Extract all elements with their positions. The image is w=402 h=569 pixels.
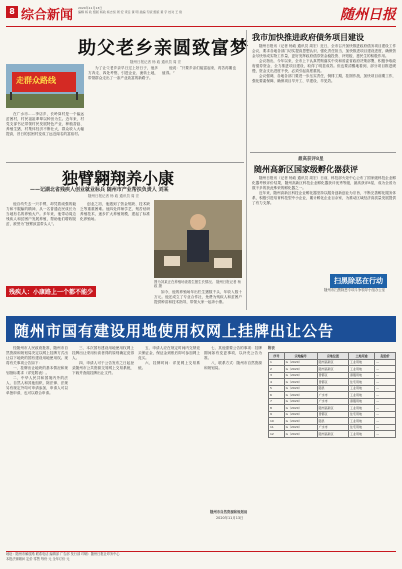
table-cell: 随县 <box>317 418 348 425</box>
right2-headline: 随州高新区国家级孵化器获评 <box>254 165 358 174</box>
table-cell: 4 <box>269 379 285 386</box>
table-cell: 工业用地 <box>348 418 374 425</box>
table-cell: 11 <box>269 424 285 431</box>
table-cell: 12 <box>269 431 285 438</box>
story-divider <box>6 162 244 163</box>
story1-body-col3: 他说：“只要乡亲们能富起来，再苦再累也值得。” <box>162 66 236 75</box>
table-cell: — <box>375 424 396 431</box>
story2-headline: 独臂翱翔养小康 <box>62 169 175 188</box>
table-cell: — <box>375 398 396 405</box>
table-cell: 5 <box>269 385 285 392</box>
table-cell: G（2020） <box>284 431 317 438</box>
table-cell: 广水市 <box>317 424 348 431</box>
table-cell: G（2020） <box>284 424 317 431</box>
table-cell: — <box>375 411 396 418</box>
table-cell: 广水市 <box>317 392 348 399</box>
table-cell: 6 <box>269 392 285 399</box>
story2-subhead: ——记湖北省残疾人创业就业标兵 随州市产业帮扶负责人 刘某 <box>30 187 169 193</box>
table-cell: 3 <box>269 372 285 379</box>
story1-headline: 助父老乡亲圆致富梦 <box>78 38 249 59</box>
table-cell: G（2020） <box>284 405 317 412</box>
right-divider <box>250 152 396 153</box>
story2-body-col1b <box>6 296 76 310</box>
land-parcel-table <box>268 352 396 438</box>
table-cell: — <box>375 385 396 392</box>
table-cell: 9 <box>269 411 285 418</box>
table-cell: — <box>375 405 396 412</box>
header-info: 2020年11月13日 编辑 杨 政 组版 杨政 杨志恒 周 宏 责任 黄 明 美编 专版 组版 黄 宇 校对 王 艳 <box>78 6 183 14</box>
table-cell: 随州高新区 <box>317 405 348 412</box>
story1-byline: 随州日报记者 杨 政 通讯员 周 宏 <box>130 60 182 64</box>
billboard-photo-icon <box>6 64 84 108</box>
table-cell: G（2020） <box>284 385 317 392</box>
page-number: 8 <box>6 6 18 18</box>
story1-photo <box>6 64 84 108</box>
table-cell: 随县 <box>317 385 348 392</box>
table-cell: 工业用地 <box>348 392 374 399</box>
footer: 地址：随州市解放路 联系电话 编辑部 广告部 发行部 印刷：随州日报社印务中心 本报法律顾问 定价 零售 每份 元 全年订价 元 <box>6 551 396 568</box>
table-cell: — <box>375 379 396 386</box>
notice-signature: 随州市自然资源和规划局 <box>210 510 248 514</box>
right1-body: 随州日报讯（记者 杨政 通讯员 周宏）近日，全市召开加快推进政府债务项目建设工作会议，要求各地各部门切实提高思想认识，强化责任担当，加快推进项目建设进度，确保资金尽快形成实物工作量，更好发挥政府债券资金稳投资、补短板、惠民生的积极作用。 会议指出，今年以来，全市上下认真贯彻落实中央和省委省政府决策部署，积极争取政府债券资金，全力推进项目建设，取得了明显成效。但也要清醒地看到，部分项目推进缓慢，资金支出进度不快，必须引起高度重视。 会议强调，各地各部门要进一步压实责任，倒排工期，挂图作战，加快项目前期工作，强化要素保障，确保项目早开工、早建设、早见效。 <box>252 44 396 83</box>
column-divider <box>246 30 247 310</box>
table-header-cell: 宗地编号 <box>284 353 317 360</box>
table-cell: 8 <box>269 405 285 412</box>
notice-col1: 经随州市人民政府批准，随州市自然资源和规划局决定以网上挂牌方式出让以下地块的国有建设用地使用权。现将有关事项公告如下： 一、挂牌出让地块的基本情况和规划指标要求（详见附表）。 二、中华人民共和国境内外的法人、自然人和其他组织，除法律、法规另有规定外均可申请参加，申请人可以单独申请，也可以联合申请。 <box>6 346 68 395</box>
header-rule <box>6 26 396 27</box>
story1-body-col2: 为了让父老乡亲早日过上好日子，他多方奔走、四处考察，引进企业、流转土地，带领群众走出了一条产业致富的新路子。 <box>88 66 158 80</box>
land-notice-banner: 随州市国有建设用地使用权网上挂牌出让公告 <box>6 316 396 342</box>
table-cell: G（2020） <box>284 411 317 418</box>
story2-body-col1: 他自幼失去一只手臂，却凭着顽强的毅力和不服输的精神，从一名普通农民成长为当地有名的养殖大户。多年来，他带动周边残疾人和贫困户发展养殖，帮助他们增收脱贫，被誉为“独臂致富带头人”。 <box>6 202 76 226</box>
table-cell: 工业用地 <box>348 431 374 438</box>
table-cell: 广水市 <box>317 398 348 405</box>
table-cell: — <box>375 392 396 399</box>
notice-col4: 七、其他需要公告的事项：挂牌期间如有变更事项，以补充公告为准。 八、联系方式：随州市自然资源和规划局。 <box>204 346 262 370</box>
anticrime-tag: 扫黑除恶在行动 <box>330 274 387 288</box>
table-cell: 10 <box>269 418 285 425</box>
table-cell: G（2020） <box>284 372 317 379</box>
table-header-cell: 宗地位置 <box>317 353 348 360</box>
table-cell: G（2020） <box>284 379 317 386</box>
story2-byline: 随州日报记者 杨 政 通讯员 周 宏 <box>88 194 140 198</box>
table-cell: 住宅用地 <box>348 379 374 386</box>
story1-body-col1: 在广水市……李店乡，长岭岗村是一个偏远贫困村，村民祖祖辈辈以种田为生。近年来，村党支部书记带领村民发展特色产业，种植香菇、养殖生猪，村集体经济不断壮大，群众收入大幅提高，昔日的贫困村变成了远近闻名的富裕村。 <box>6 112 84 136</box>
table-cell: G（2020） <box>284 392 317 399</box>
table-cell: 商服用地 <box>348 372 374 379</box>
table-cell: 随州高新区 <box>317 366 348 373</box>
story2-photo <box>154 200 242 278</box>
table-cell: 商服用地 <box>348 398 374 405</box>
table-cell: 工业用地 <box>348 359 374 366</box>
story2-photo-caption: 图为刘某正在养殖场查看生猪生长情况。 随州日报记者 杨 政 摄 <box>154 280 241 289</box>
table-cell: 曾都区 <box>317 372 348 379</box>
masthead <box>6 4 396 28</box>
table-cell: G（2020） <box>284 418 317 425</box>
table-cell: 随州高新区 <box>317 359 348 366</box>
table-cell: — <box>375 372 396 379</box>
table-header-cell: 序号 <box>269 353 285 360</box>
section-title: 综合新闻 <box>21 8 74 23</box>
story2-body-col2: 创业之初，他遇到了资金短缺、技术缺乏等重重困难。他四处拜师学艺，刻苦钻研养殖技术，逐步扩大养殖规模，建起了标准化养殖场。 <box>80 202 150 221</box>
table-header-cell: 土地用途 <box>348 353 374 360</box>
table-cell: 住宅用地 <box>348 411 374 418</box>
table-cell: 2 <box>269 366 285 373</box>
right1-headline: 我市加快推进政府债务项目建设 <box>252 33 364 42</box>
right2-body: 随州日报讯（记者 杨政 通讯员 周宏）日前，科技部火炬中心公布了国家级科技企业孵化器考核评价结果，随州高新区科技企业孵化器获评优秀等级，最高获评8星，成为全省为数不多的获此殊荣的孵化器之一。 近年来，随州高新区科技企业孵化器坚持以服务创新创业为宗旨，不断完善孵化服务体系，积极引进培育科技型中小企业，累计孵化企业百余家，为推动区域经济高质量发展提供了有力支撑。 <box>252 176 396 205</box>
table-cell: — <box>375 366 396 373</box>
table-cell: 住宅用地 <box>348 424 374 431</box>
story2-body-col3: 如今，他的养殖场年出栏生猪数千头，年收入数十万元。他还成立了专业合作社，免费为残疾人和贫困户提供种苗和技术指导，带领大家一起奔小康。 <box>154 290 242 304</box>
table-cell: G（2020） <box>284 398 317 405</box>
notice-date: 2020年11月13日 <box>216 516 244 520</box>
table-cell: 1 <box>269 359 285 366</box>
table-cell: 工业用地 <box>348 385 374 392</box>
table-cell: — <box>375 431 396 438</box>
table-title: 附表 <box>268 346 275 350</box>
farmer-photo-icon <box>154 200 242 278</box>
notice-col2: 三、本次国有建设用地使用权网上挂牌出让采用价高者得的原则确定竞得人。 四、申请人可于公告发布之日起登录随州市公共资源交易网上交易系统，下载并查阅挂牌出让文件。 <box>72 346 134 375</box>
table-cell: 曾都区 <box>317 411 348 418</box>
right2-kicker: 最高获评8星 <box>298 157 324 162</box>
table-header-cell: 起始价 <box>375 353 396 360</box>
table-cell: 随州高新区 <box>317 431 348 438</box>
anticrime-tag-sub: 随州市扫黑除恶专项斗争领导小组办公室 <box>324 288 386 292</box>
table-cell: 曾都区 <box>317 379 348 386</box>
table-cell: — <box>375 359 396 366</box>
table-cell: G（2020） <box>284 359 317 366</box>
notice-col3: 五、申请人应在规定时间内交纳竞买保证金，保证金到账后即可参加网上竞买。 六、挂牌时间：详见网上交易系统。 <box>138 346 200 370</box>
table-cell: 工业用地 <box>348 405 374 412</box>
newspaper-logo: 随州日报 <box>340 7 396 23</box>
table-cell: — <box>375 418 396 425</box>
story2-tag: 残疾人：小康路上一个都不能少 <box>6 286 96 297</box>
table-cell: G（2020） <box>284 366 317 373</box>
table-cell: 7 <box>269 398 285 405</box>
billboard-text: 走群众路线 <box>16 76 56 85</box>
table-cell: 工业用地 <box>348 366 374 373</box>
table-row <box>269 431 396 438</box>
